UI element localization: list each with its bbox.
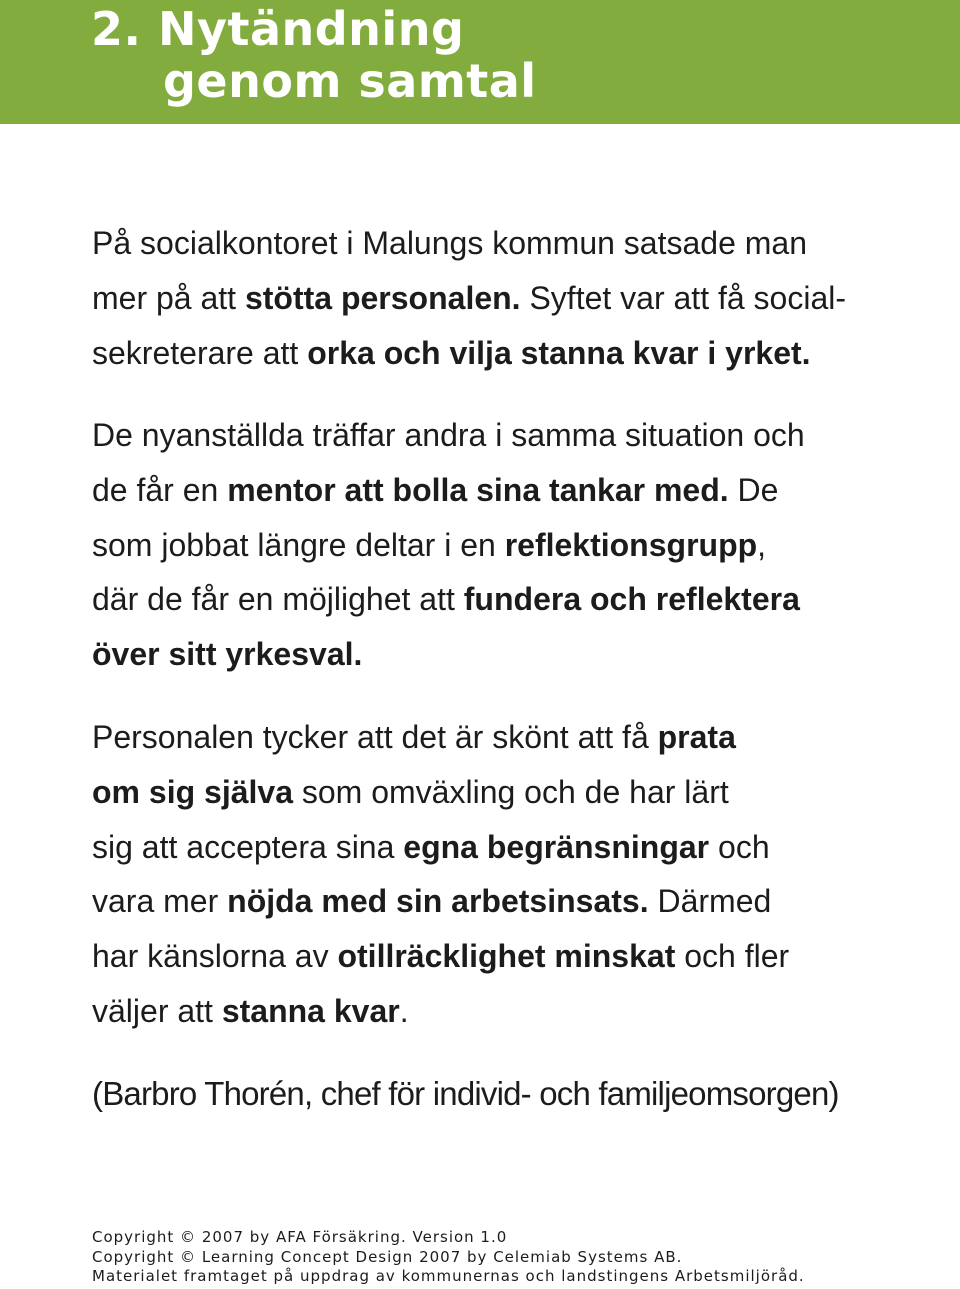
text-line [92, 874, 789, 929]
text-run: . [399, 992, 409, 1029]
text-run: På socialkontoret i Malungs kommun satsade man [92, 225, 808, 261]
text-run: väljer att [92, 992, 222, 1029]
bold-phrase: egna begränsningar [403, 828, 710, 865]
text-run: där de får en möjlighet att [92, 581, 464, 618]
text-line [92, 463, 805, 518]
text-line [92, 271, 846, 326]
text-run: Syftet var att få social- [520, 279, 847, 316]
footer-line-1: Copyright © 2007 by AFA Försäkring. Version 1.0 [92, 1228, 508, 1246]
text-line [92, 518, 805, 573]
text-line [92, 408, 805, 463]
text-line [92, 820, 789, 875]
bold-phrase: prata [657, 719, 736, 755]
text-run: och [709, 828, 770, 865]
text-run: vara mer [92, 883, 228, 920]
text-line [92, 765, 789, 820]
text-run: som omväxling och de har lärt [292, 773, 729, 810]
bold-phrase: reflektionsgrupp [504, 526, 758, 563]
bold-phrase: stötta personalen. [244, 279, 521, 316]
paragraph-2 [92, 408, 805, 682]
page-title-line-2: genom samtal [163, 54, 537, 108]
text-run: , [757, 526, 767, 563]
text-run: De nyanställda träffar andra i samma situation och [92, 417, 805, 453]
paragraph-1 [92, 216, 846, 380]
text-run: de får en [92, 471, 228, 508]
text-line [92, 326, 846, 381]
text-run: De [728, 471, 779, 508]
text-run: sig att acceptera sina [92, 828, 404, 865]
text-line [92, 572, 805, 627]
copyright-footer [92, 1228, 805, 1287]
bold-phrase: stanna kvar [221, 992, 400, 1029]
bold-phrase: nöjda med sin arbetsinsats. [227, 883, 649, 920]
text-line [92, 710, 789, 765]
text-line [92, 627, 805, 682]
bold-phrase: orka och vilja stanna kvar i yrket. [307, 334, 811, 371]
bold-phrase: om sig själva [92, 773, 293, 810]
bold-phrase: mentor att bolla sina tankar med. [227, 471, 729, 508]
text-run: Därmed [648, 883, 772, 920]
title-banner [0, 0, 960, 124]
quote-attribution: (Barbro Thorén, chef för individ- och familjeomsorgen) [92, 1075, 839, 1112]
bold-phrase: otillräcklighet minskat [337, 938, 676, 975]
paragraph-3 [92, 710, 789, 1039]
footer-line-2: Copyright © Learning Concept Design 2007 by Celemiab Systems AB. [92, 1247, 683, 1266]
text-run: sekreterare att [92, 334, 308, 371]
bold-phrase: fundera och reflektera [463, 581, 800, 618]
text-run: och fler [675, 938, 790, 975]
text-line [92, 216, 846, 271]
text-run: mer på att [92, 279, 245, 316]
bold-phrase: över sitt yrkesval. [92, 636, 363, 673]
text-run: Personalen tycker att det är skönt att få [92, 719, 658, 755]
text-run: som jobbat längre deltar i en [92, 526, 505, 563]
text-line [92, 984, 789, 1039]
text-run: har känslorna av [92, 938, 338, 975]
text-line [92, 929, 789, 984]
footer-line-3: Materialet framtaget på uppdrag av kommunernas och landstingens Arbetsmiljöråd. [92, 1267, 805, 1285]
page-title-line-1: 2. Nytändning [91, 2, 465, 56]
